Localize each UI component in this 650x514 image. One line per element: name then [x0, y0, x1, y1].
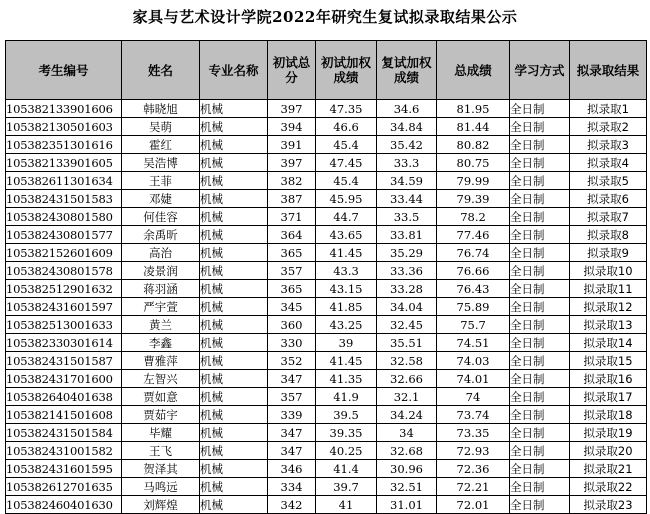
study-mode-cell: 全日制 — [510, 496, 570, 514]
name-cell: 王菲 — [122, 172, 200, 190]
header-name: 姓名 — [122, 41, 200, 100]
candidate-id-cell: 105382513001633 — [6, 316, 122, 334]
study-mode-cell: 全日制 — [510, 478, 570, 496]
initial-total-cell: 365 — [268, 244, 316, 262]
initial-total-cell: 382 — [268, 172, 316, 190]
initial-total-cell: 347 — [268, 424, 316, 442]
major-cell: 机械 — [200, 478, 268, 496]
initial-total-cell: 360 — [268, 316, 316, 334]
initial-weighted-cell: 47.35 — [316, 100, 377, 118]
table-row — [6, 244, 647, 262]
initial-weighted-cell: 45.4 — [316, 172, 377, 190]
initial-weighted-cell: 43.65 — [316, 226, 377, 244]
initial-total-cell: 330 — [268, 334, 316, 352]
initial-weighted-cell: 47.45 — [316, 154, 377, 172]
initial-total-cell: 387 — [268, 190, 316, 208]
admission-result-cell: 拟录取3 — [570, 136, 647, 154]
admission-result-cell: 拟录取5 — [570, 172, 647, 190]
study-mode-cell: 全日制 — [510, 424, 570, 442]
document-title: 家具与艺术设计学院2022年研究生复试拟录取结果公示 — [132, 8, 518, 26]
candidate-id-cell: 105382430801578 — [6, 262, 122, 280]
candidate-id-cell: 105382431501587 — [6, 352, 122, 370]
initial-total-cell: 339 — [268, 406, 316, 424]
admission-result-cell: 拟录取4 — [570, 154, 647, 172]
candidate-id-cell: 105382431601595 — [6, 460, 122, 478]
retest-weighted-cell: 32.68 — [377, 442, 437, 460]
total-score-cell: 72.01 — [437, 496, 510, 514]
candidate-id-cell: 105382430801577 — [6, 226, 122, 244]
total-score-cell: 75.89 — [437, 298, 510, 316]
table-row — [6, 460, 647, 478]
candidate-id-cell: 105382611301634 — [6, 172, 122, 190]
total-score-cell: 74.01 — [437, 370, 510, 388]
retest-weighted-cell: 32.45 — [377, 316, 437, 334]
name-cell: 韩晓旭 — [122, 100, 200, 118]
candidate-id-cell: 105382152601609 — [6, 244, 122, 262]
major-cell: 机械 — [200, 460, 268, 478]
total-score-cell: 72.21 — [437, 478, 510, 496]
major-cell: 机械 — [200, 424, 268, 442]
total-score-cell: 74 — [437, 388, 510, 406]
retest-weighted-cell: 32.51 — [377, 478, 437, 496]
retest-weighted-cell: 32.1 — [377, 388, 437, 406]
candidate-id-cell: 105382460401630 — [6, 496, 122, 514]
admission-result-cell: 拟录取18 — [570, 406, 647, 424]
retest-weighted-cell: 34.59 — [377, 172, 437, 190]
retest-weighted-cell: 35.42 — [377, 136, 437, 154]
table-row — [6, 370, 647, 388]
initial-weighted-cell: 45.95 — [316, 190, 377, 208]
initial-weighted-cell: 39.35 — [316, 424, 377, 442]
major-cell: 机械 — [200, 496, 268, 514]
name-cell: 王飞 — [122, 442, 200, 460]
admission-result-cell: 拟录取9 — [570, 244, 647, 262]
total-score-cell: 76.43 — [437, 280, 510, 298]
initial-weighted-cell: 41 — [316, 496, 377, 514]
major-cell: 机械 — [200, 388, 268, 406]
total-score-cell: 80.75 — [437, 154, 510, 172]
name-cell: 邓婕 — [122, 190, 200, 208]
name-cell: 左智兴 — [122, 370, 200, 388]
table-row — [6, 190, 647, 208]
admission-result-cell: 拟录取6 — [570, 190, 647, 208]
name-cell: 曹雅萍 — [122, 352, 200, 370]
retest-weighted-cell: 34.6 — [377, 100, 437, 118]
major-cell: 机械 — [200, 352, 268, 370]
table-row — [6, 262, 647, 280]
retest-weighted-cell: 33.5 — [377, 208, 437, 226]
study-mode-cell: 全日制 — [510, 154, 570, 172]
retest-weighted-cell: 34.04 — [377, 298, 437, 316]
header-major: 专业名称 — [200, 41, 268, 100]
table-row — [6, 136, 647, 154]
study-mode-cell: 全日制 — [510, 298, 570, 316]
initial-weighted-cell: 41.45 — [316, 352, 377, 370]
initial-total-cell: 346 — [268, 460, 316, 478]
retest-weighted-cell: 34.84 — [377, 118, 437, 136]
admission-result-cell: 拟录取21 — [570, 460, 647, 478]
initial-total-cell: 352 — [268, 352, 316, 370]
initial-weighted-cell: 44.7 — [316, 208, 377, 226]
retest-weighted-cell: 32.58 — [377, 352, 437, 370]
major-cell: 机械 — [200, 172, 268, 190]
admission-result-cell: 拟录取1 — [570, 100, 647, 118]
candidate-id-cell: 105382430801580 — [6, 208, 122, 226]
initial-weighted-cell: 43.3 — [316, 262, 377, 280]
retest-weighted-cell: 33.28 — [377, 280, 437, 298]
initial-total-cell: 394 — [268, 118, 316, 136]
study-mode-cell: 全日制 — [510, 208, 570, 226]
study-mode-cell: 全日制 — [510, 118, 570, 136]
study-mode-cell: 全日制 — [510, 460, 570, 478]
candidate-id-cell: 105382141501608 — [6, 406, 122, 424]
total-score-cell: 79.39 — [437, 190, 510, 208]
admission-result-cell: 拟录取13 — [570, 316, 647, 334]
major-cell: 机械 — [200, 406, 268, 424]
initial-weighted-cell: 41.9 — [316, 388, 377, 406]
name-cell: 毕耀 — [122, 424, 200, 442]
total-score-cell: 76.66 — [437, 262, 510, 280]
initial-weighted-cell: 41.4 — [316, 460, 377, 478]
initial-weighted-cell: 41.85 — [316, 298, 377, 316]
admission-result-cell: 拟录取10 — [570, 262, 647, 280]
admission-result-cell: 拟录取11 — [570, 280, 647, 298]
header-retest-weighted: 复试加权成绩 — [377, 41, 437, 100]
table-row — [6, 208, 647, 226]
study-mode-cell: 全日制 — [510, 406, 570, 424]
admission-result-cell: 拟录取12 — [570, 298, 647, 316]
name-cell: 霍红 — [122, 136, 200, 154]
name-cell: 黄兰 — [122, 316, 200, 334]
table-row — [6, 298, 647, 316]
initial-weighted-cell: 40.25 — [316, 442, 377, 460]
name-cell: 高治 — [122, 244, 200, 262]
admission-result-cell: 拟录取22 — [570, 478, 647, 496]
admission-result-cell: 拟录取19 — [570, 424, 647, 442]
major-cell: 机械 — [200, 100, 268, 118]
initial-total-cell: 357 — [268, 262, 316, 280]
total-score-cell: 81.95 — [437, 100, 510, 118]
admission-result-cell: 拟录取23 — [570, 496, 647, 514]
study-mode-cell: 全日制 — [510, 226, 570, 244]
study-mode-cell: 全日制 — [510, 442, 570, 460]
name-cell: 凌景润 — [122, 262, 200, 280]
total-score-cell: 73.35 — [437, 424, 510, 442]
name-cell: 马鸣远 — [122, 478, 200, 496]
header-initial-weighted: 初试加权成绩 — [316, 41, 377, 100]
major-cell: 机械 — [200, 442, 268, 460]
table-row — [6, 172, 647, 190]
major-cell: 机械 — [200, 334, 268, 352]
initial-weighted-cell: 43.15 — [316, 280, 377, 298]
major-cell: 机械 — [200, 226, 268, 244]
name-cell: 何佳容 — [122, 208, 200, 226]
header-candidate-id: 考生编号 — [6, 41, 122, 100]
table-row — [6, 352, 647, 370]
candidate-id-cell: 105382431701600 — [6, 370, 122, 388]
retest-weighted-cell: 35.51 — [377, 334, 437, 352]
total-score-cell: 72.93 — [437, 442, 510, 460]
major-cell: 机械 — [200, 118, 268, 136]
initial-total-cell: 347 — [268, 442, 316, 460]
candidate-id-cell: 105382130501603 — [6, 118, 122, 136]
study-mode-cell: 全日制 — [510, 262, 570, 280]
name-cell: 刘辉煌 — [122, 496, 200, 514]
total-score-cell: 81.44 — [437, 118, 510, 136]
initial-weighted-cell: 41.45 — [316, 244, 377, 262]
initial-total-cell: 347 — [268, 370, 316, 388]
name-cell: 贾茹宇 — [122, 406, 200, 424]
candidate-id-cell: 105382640401638 — [6, 388, 122, 406]
retest-weighted-cell: 32.66 — [377, 370, 437, 388]
total-score-cell: 74.03 — [437, 352, 510, 370]
candidate-id-cell: 105382431601597 — [6, 298, 122, 316]
name-cell: 吴浩博 — [122, 154, 200, 172]
initial-total-cell: 397 — [268, 100, 316, 118]
total-score-cell: 78.2 — [437, 208, 510, 226]
table-row — [6, 316, 647, 334]
name-cell: 贾如意 — [122, 388, 200, 406]
initial-weighted-cell: 45.4 — [316, 136, 377, 154]
major-cell: 机械 — [200, 190, 268, 208]
initial-total-cell: 364 — [268, 226, 316, 244]
admission-result-cell: 拟录取2 — [570, 118, 647, 136]
header-admission-result: 拟录取结果 — [570, 41, 647, 100]
major-cell: 机械 — [200, 154, 268, 172]
major-cell: 机械 — [200, 316, 268, 334]
table-row — [6, 442, 647, 460]
major-cell: 机械 — [200, 262, 268, 280]
candidate-id-cell: 105382512901632 — [6, 280, 122, 298]
total-score-cell: 73.74 — [437, 406, 510, 424]
candidate-id-cell: 105382133901605 — [6, 154, 122, 172]
initial-weighted-cell: 41.35 — [316, 370, 377, 388]
study-mode-cell: 全日制 — [510, 334, 570, 352]
initial-total-cell: 371 — [268, 208, 316, 226]
name-cell: 余禹昕 — [122, 226, 200, 244]
header-study-mode: 学习方式 — [510, 41, 570, 100]
retest-weighted-cell: 31.01 — [377, 496, 437, 514]
admission-result-cell: 拟录取8 — [570, 226, 647, 244]
admission-result-cell: 拟录取7 — [570, 208, 647, 226]
initial-weighted-cell: 43.25 — [316, 316, 377, 334]
table-row — [6, 388, 647, 406]
major-cell: 机械 — [200, 280, 268, 298]
candidate-id-cell: 105382431501584 — [6, 424, 122, 442]
table-row — [6, 496, 647, 514]
header-initial-total: 初试总分 — [268, 41, 316, 100]
candidate-id-cell: 105382612701635 — [6, 478, 122, 496]
study-mode-cell: 全日制 — [510, 352, 570, 370]
table-row — [6, 280, 647, 298]
initial-weighted-cell: 46.6 — [316, 118, 377, 136]
name-cell: 吴萌 — [122, 118, 200, 136]
study-mode-cell: 全日制 — [510, 190, 570, 208]
major-cell: 机械 — [200, 298, 268, 316]
admission-results-table — [5, 40, 647, 514]
table-row — [6, 226, 647, 244]
candidate-id-cell: 105382431001582 — [6, 442, 122, 460]
admission-result-cell: 拟录取20 — [570, 442, 647, 460]
table-row — [6, 424, 647, 442]
initial-total-cell: 342 — [268, 496, 316, 514]
admission-result-cell: 拟录取14 — [570, 334, 647, 352]
table-row — [6, 334, 647, 352]
name-cell: 严宇萱 — [122, 298, 200, 316]
retest-weighted-cell: 33.3 — [377, 154, 437, 172]
retest-weighted-cell: 30.96 — [377, 460, 437, 478]
candidate-id-cell: 105382133901606 — [6, 100, 122, 118]
candidate-id-cell: 105382351301616 — [6, 136, 122, 154]
initial-total-cell: 357 — [268, 388, 316, 406]
total-score-cell: 76.74 — [437, 244, 510, 262]
retest-weighted-cell: 34 — [377, 424, 437, 442]
total-score-cell: 79.99 — [437, 172, 510, 190]
header-total-score: 总成绩 — [437, 41, 510, 100]
study-mode-cell: 全日制 — [510, 136, 570, 154]
retest-weighted-cell: 33.81 — [377, 226, 437, 244]
total-score-cell: 77.46 — [437, 226, 510, 244]
table-header-row — [6, 41, 647, 100]
admission-result-cell: 拟录取16 — [570, 370, 647, 388]
major-cell: 机械 — [200, 208, 268, 226]
study-mode-cell: 全日制 — [510, 244, 570, 262]
name-cell: 蒋羽涵 — [122, 280, 200, 298]
initial-weighted-cell: 39 — [316, 334, 377, 352]
study-mode-cell: 全日制 — [510, 316, 570, 334]
table-row — [6, 478, 647, 496]
initial-total-cell: 391 — [268, 136, 316, 154]
table-row — [6, 118, 647, 136]
table-body — [6, 100, 647, 514]
retest-weighted-cell: 35.29 — [377, 244, 437, 262]
initial-weighted-cell: 39.5 — [316, 406, 377, 424]
major-cell: 机械 — [200, 136, 268, 154]
initial-total-cell: 334 — [268, 478, 316, 496]
table-row — [6, 406, 647, 424]
retest-weighted-cell: 33.36 — [377, 262, 437, 280]
initial-total-cell: 345 — [268, 298, 316, 316]
study-mode-cell: 全日制 — [510, 370, 570, 388]
table-row — [6, 154, 647, 172]
name-cell: 贺泽其 — [122, 460, 200, 478]
retest-weighted-cell: 33.44 — [377, 190, 437, 208]
major-cell: 机械 — [200, 370, 268, 388]
candidate-id-cell: 105382431501583 — [6, 190, 122, 208]
study-mode-cell: 全日制 — [510, 172, 570, 190]
major-cell: 机械 — [200, 244, 268, 262]
initial-total-cell: 397 — [268, 154, 316, 172]
candidate-id-cell: 105382330301614 — [6, 334, 122, 352]
total-score-cell: 74.51 — [437, 334, 510, 352]
study-mode-cell: 全日制 — [510, 280, 570, 298]
total-score-cell: 75.7 — [437, 316, 510, 334]
study-mode-cell: 全日制 — [510, 388, 570, 406]
retest-weighted-cell: 34.24 — [377, 406, 437, 424]
admission-result-cell: 拟录取17 — [570, 388, 647, 406]
total-score-cell: 72.36 — [437, 460, 510, 478]
admission-result-cell: 拟录取15 — [570, 352, 647, 370]
study-mode-cell: 全日制 — [510, 100, 570, 118]
initial-weighted-cell: 39.7 — [316, 478, 377, 496]
total-score-cell: 80.82 — [437, 136, 510, 154]
name-cell: 李鑫 — [122, 334, 200, 352]
table-row — [6, 100, 647, 118]
initial-total-cell: 365 — [268, 280, 316, 298]
